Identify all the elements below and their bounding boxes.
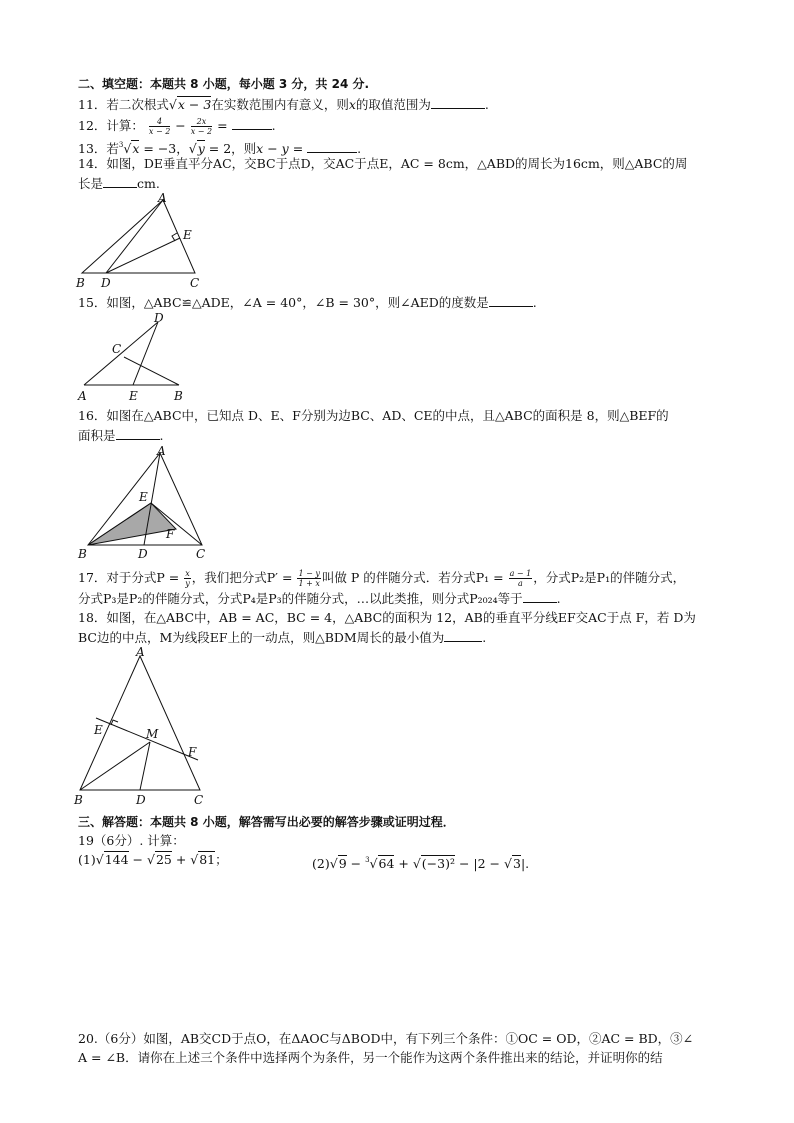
q13-text-2: = −3，	[139, 141, 189, 156]
q17-text-4: ，分式P₂是P₁的伴随分式，	[533, 570, 686, 585]
answer-blank[interactable]	[431, 96, 485, 109]
section-3-title: 三、解答题：本题共 8 小题，解答需写出必要的解答步骤或证明过程．	[78, 815, 455, 829]
figure-16	[76, 443, 216, 561]
label-c: C	[194, 793, 204, 807]
question-16-line-1: 16．如图在△ABC中，已知点 D、E、F分别为边BC、AD、CE的中点，且△ABC的面积是 8，则△BEF的	[78, 408, 669, 423]
part-end: |.	[520, 856, 530, 871]
label-c: C	[190, 276, 200, 290]
q11-text: 11．若二次根式	[78, 97, 169, 112]
operator: +	[171, 852, 191, 867]
label-f: F	[188, 745, 197, 759]
q14-text: 长是	[78, 176, 104, 191]
label-e: E	[139, 490, 148, 504]
q17-end: .	[556, 591, 561, 606]
q12-end: .	[271, 118, 276, 133]
label-e: E	[94, 723, 103, 737]
q17-fraction-p	[184, 569, 191, 588]
question-17-line-2	[78, 590, 728, 607]
q13-text: 13．若	[78, 141, 119, 156]
section-2-title: 二、填空题：本题共 8 小题，每小题 3 分，共 24 分.	[78, 77, 370, 91]
question-17-line-1	[78, 569, 728, 588]
figure-15	[76, 310, 196, 405]
question-18-line-2	[78, 629, 728, 646]
segment-md	[140, 742, 150, 790]
operator: − |2 −	[455, 856, 505, 871]
label-c: C	[196, 547, 206, 561]
label-d: D	[154, 311, 164, 325]
minus-sign: −	[175, 118, 186, 133]
operator: −	[128, 852, 147, 867]
q14-unit: cm.	[137, 176, 160, 191]
answer-blank[interactable]	[103, 175, 137, 188]
q17-text-5: 分式P₃是P₂的伴随分式，分式P₄是P₃的伴随分式，…以此类推，则分式P₂₀₂₄等于	[78, 591, 523, 606]
frac-denominator: x − 2	[148, 127, 171, 136]
radicand: 81	[199, 852, 216, 867]
question-18-line-1: 18．如图，在△ABC中，AB = AC，BC = 4，△ABC的面积为 12，AB的垂直平分线EF交AC于点 F，若 D为	[78, 610, 696, 625]
question-15	[78, 294, 728, 311]
radicand: 3	[512, 856, 521, 871]
sqrt-symbol: √	[95, 852, 104, 867]
q17-text: 17．对于分式P =	[78, 570, 180, 585]
answer-blank[interactable]	[523, 590, 557, 603]
q13-cbrt-radicand: x	[132, 141, 140, 156]
question-16-line-2	[78, 427, 728, 444]
cube-root-index: 3	[365, 856, 370, 864]
frac-numerator: 4	[149, 117, 170, 127]
frac-numerator: a − 1	[509, 569, 532, 578]
q17-fraction-p-prime	[297, 569, 320, 588]
part-end: ；	[215, 852, 228, 867]
label-b: B	[78, 547, 87, 561]
sqrt-symbol: √	[168, 97, 177, 112]
q11-end: .	[484, 97, 489, 112]
frac-denominator: y	[185, 579, 190, 588]
label-m: M	[146, 727, 159, 741]
frac-denominator: 1 + x	[298, 579, 320, 588]
label-d: D	[136, 793, 146, 807]
radicand: (−3)²	[421, 856, 455, 871]
label-a: A	[78, 389, 87, 403]
q13-text-3: = 2，则	[204, 141, 257, 156]
q11-var: x	[348, 97, 356, 112]
sqrt-symbol: √	[190, 852, 199, 867]
q18-text: BC边的中点，M为线段EF上的一动点，则△BDM周长的最小值为	[78, 630, 445, 645]
answer-space-19[interactable]	[78, 876, 728, 1026]
sqrt-symbol: √	[412, 856, 421, 871]
frac-denominator: a	[518, 579, 523, 588]
question-13	[78, 137, 728, 157]
segment-dc-e	[133, 322, 158, 385]
radicand: 25	[155, 852, 172, 867]
q13-text-4: =	[288, 141, 304, 156]
shaded-triangle-bef	[88, 503, 176, 545]
frac-numerator: 1 − y	[298, 569, 320, 578]
equals-sign: =	[217, 118, 228, 133]
q16-text: 面积是	[78, 428, 116, 443]
label-a: A	[157, 444, 166, 458]
sqrt-symbol: √	[329, 856, 338, 871]
answer-blank[interactable]	[489, 294, 533, 307]
sqrt-symbol: √	[504, 856, 512, 871]
q15-text: 15．如图，△ABC≌△ADE，∠A = 40°，∠B = 30°，则∠AED的度数是	[78, 295, 489, 310]
part-label: (2)	[312, 856, 330, 871]
sqrt-symbol: √	[146, 852, 155, 867]
q18-end: .	[482, 630, 487, 645]
frac-numerator: 2x	[191, 117, 212, 127]
radicand: 144	[104, 852, 129, 867]
question-14-line-1: 14．如图，DE垂直平分AC，交BC于点D，交AC于点E，AC = 8cm，△ABD的周长为16cm，则△ABC的周	[78, 156, 688, 171]
label-e: E	[129, 389, 138, 403]
answer-blank[interactable]	[444, 629, 482, 642]
sqrt-symbol: √	[369, 856, 378, 871]
segment-de	[106, 238, 180, 273]
figure-14	[76, 192, 226, 292]
question-12	[78, 117, 728, 136]
label-a: A	[158, 191, 167, 205]
frac-denominator: x − 2	[190, 127, 213, 136]
q12-fraction-1	[149, 117, 170, 136]
question-14-line-2	[78, 175, 728, 192]
label-e: E	[183, 228, 192, 242]
part-label: (1)	[78, 852, 96, 867]
answer-blank[interactable]	[232, 117, 272, 130]
operator: +	[394, 856, 413, 871]
q15-end: .	[532, 295, 537, 310]
radicand: 9	[338, 856, 347, 871]
q13-expr: x − y	[256, 141, 289, 156]
q13-sqrt-radicand: y	[197, 141, 205, 156]
q17-text-2: ，我们把分式P′ =	[191, 570, 293, 585]
operator: −	[346, 856, 366, 871]
segment-cb	[124, 357, 179, 385]
question-19-head: 19（6分）. 计算：	[78, 833, 185, 848]
answer-blank[interactable]	[116, 427, 160, 440]
q16-end: .	[159, 428, 164, 443]
label-c: C	[112, 342, 122, 356]
question-20-line-2: A = ∠B．请你在上述三个条件中选择两个为条件，另一个能作为这两个条件推出来的结论，并证明你的结	[78, 1050, 663, 1065]
q17-text-3: 叫做 P 的伴随分式．若分式P₁ =	[321, 570, 504, 585]
q11-radicand: x − 3	[177, 97, 212, 112]
label-d: D	[101, 276, 111, 290]
label-f: F	[166, 527, 175, 541]
label-b: B	[74, 793, 83, 807]
label-b: B	[174, 389, 183, 403]
cube-root-index: 3	[118, 141, 124, 149]
figure-18	[74, 646, 214, 808]
q19-part-1	[78, 851, 228, 867]
q11-text-2: 在实数范围内有意义，则	[211, 97, 349, 112]
frac-numerator: x	[185, 569, 190, 578]
sqrt-symbol: √	[188, 141, 197, 156]
question-20-line-1: 20.（6分）如图，AB交CD于点O，在ΔAOC与ΔBOD中，有下列三个条件：①OC = OD，②AC = BD，③∠	[78, 1031, 694, 1046]
label-a: A	[136, 645, 145, 659]
triangle-abc	[82, 200, 195, 273]
q13-end: .	[357, 141, 362, 156]
q12-text: 12．计算：	[78, 118, 144, 133]
answer-blank[interactable]	[307, 140, 357, 153]
radicand: 64	[378, 856, 395, 871]
label-d: D	[138, 547, 148, 561]
question-19-parts	[78, 852, 728, 871]
question-11	[78, 96, 728, 113]
sqrt-symbol: √	[123, 141, 132, 156]
q17-fraction-p1	[509, 569, 533, 588]
q11-text-3: 的取值范围为	[355, 97, 431, 112]
q12-fraction-2	[191, 117, 212, 136]
segment-ad	[106, 200, 163, 273]
q19-part-2	[312, 852, 529, 872]
label-b: B	[76, 276, 85, 290]
